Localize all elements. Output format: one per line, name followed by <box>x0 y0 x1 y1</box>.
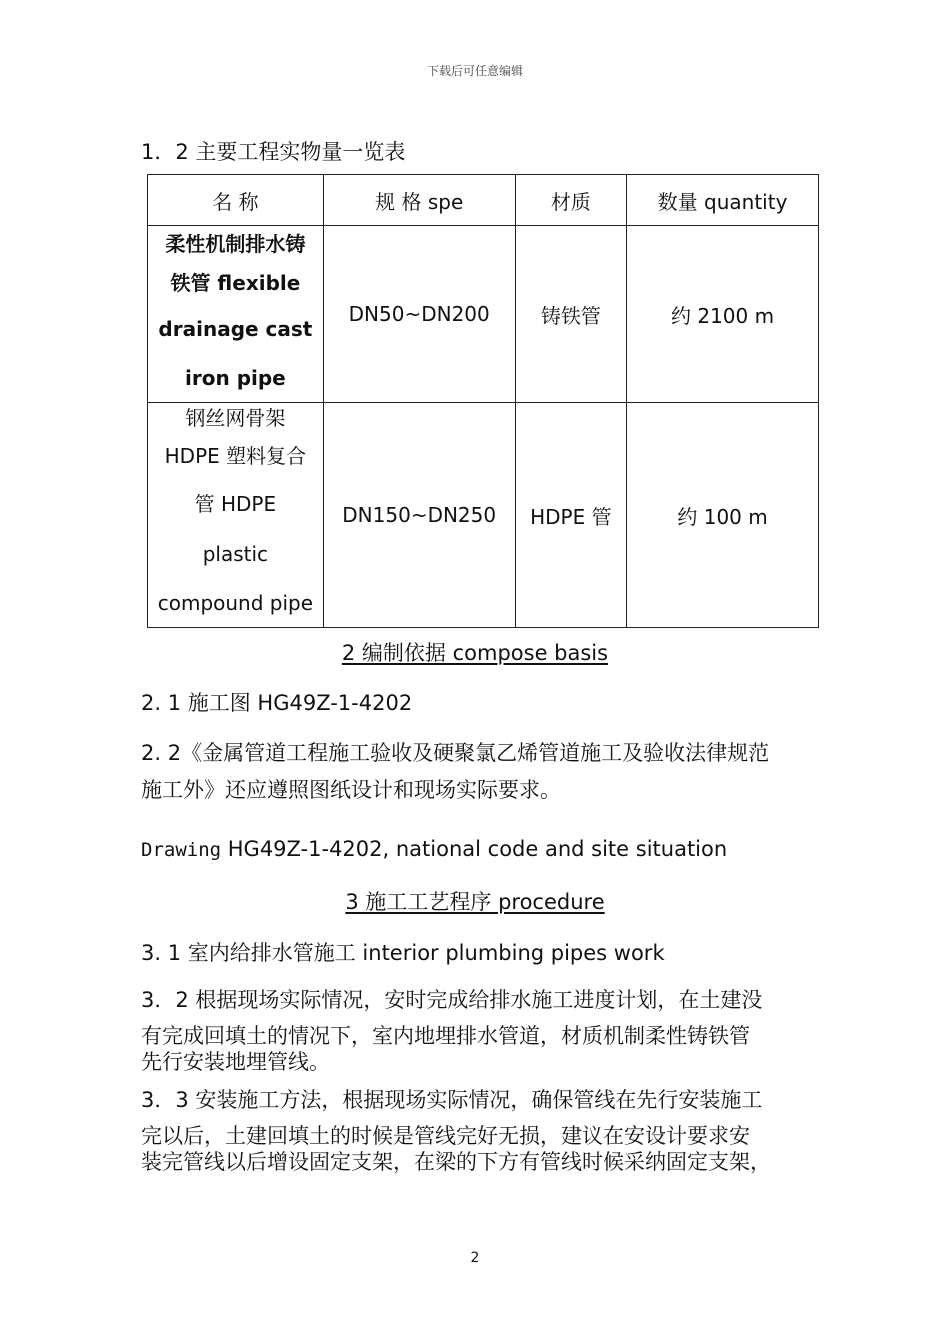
table-row <box>148 226 819 403</box>
paragraph-line: 3．3 安装施工方法，根据现场实际情况，确保管线在先行安装施工 <box>141 1088 763 1112</box>
cell-name <box>148 403 324 628</box>
paragraph-line: 3．2 根据现场实际情况，安时完成给排水施工进度计划，在土建没 <box>141 988 763 1012</box>
paragraph-line: 完以后，土建回填土的时候是管线完好无损，建议在安设计要求安 <box>141 1124 750 1148</box>
name-line: 柔性机制排水铸 <box>165 232 306 256</box>
cell-material: HDPE 管 <box>515 403 626 628</box>
section-3-heading <box>0 886 950 916</box>
cell-quantity: 约 2100 m <box>627 226 819 403</box>
paragraph-line: 先行安装地埋管线。 <box>141 1050 330 1074</box>
name-line: 钢丝网骨架 <box>185 406 286 430</box>
cell-spec: DN50~DN200 <box>323 226 515 403</box>
header-name: 名 称 <box>148 175 324 226</box>
table-header-row <box>148 175 819 226</box>
header-material: 材质 <box>515 175 626 226</box>
name-line: iron pipe <box>185 366 286 390</box>
name-line: 铁管 flexible <box>170 271 301 295</box>
cell-quantity: 约 100 m <box>627 403 819 628</box>
item-2-2-line-2: 施工外》还应遵照图纸设计和现场实际要求。 <box>141 778 561 802</box>
item-3-1: 3. 1 室内给排水管施工 interior plumbing pipes work <box>141 941 665 965</box>
header-note: 下载后可任意编辑 <box>426 64 523 78</box>
item-3-3 <box>141 1082 811 1180</box>
cell-spec: DN150~DN250 <box>323 403 515 628</box>
cell-material: 铸铁管 <box>515 226 626 403</box>
name-line: compound pipe <box>157 591 314 615</box>
section-2-heading-text: 2 编制依据 compose basis <box>341 641 609 665</box>
quantity-table <box>147 174 819 628</box>
cell-name <box>148 226 324 403</box>
drawing-prefix: Drawing <box>141 839 222 861</box>
item-2-1: 2. 1 施工图 HG49Z-1-4202 <box>141 691 413 715</box>
name-line: 管 HDPE <box>194 492 277 516</box>
table-row <box>148 403 819 628</box>
item-3-2 <box>141 982 811 1080</box>
name-line: HDPE 塑料复合 <box>164 444 307 468</box>
section-3-heading-text: 3 施工工艺程序 procedure <box>345 890 605 914</box>
section-2-heading <box>0 637 950 667</box>
header-spec: 规 格 spe <box>323 175 515 226</box>
drawing-rest: HG49Z-1-4202, national code and site situation <box>221 837 728 861</box>
paragraph-line: 有完成回填土的情况下，室内地埋排水管道，材质机制柔性铸铁管 <box>141 1024 750 1048</box>
paragraph-line: 装完管线以后增设固定支架，在梁的下方有管线时候采纳固定支架， <box>141 1150 771 1174</box>
section-1-2-title: 1．2 主要工程实物量一览表 <box>141 140 406 164</box>
name-line: drainage cast <box>158 317 313 341</box>
page-number: 2 <box>470 1250 480 1266</box>
header-quantity: 数量 quantity <box>627 175 819 226</box>
drawing-line <box>141 837 727 861</box>
item-2-2-line-1: 2. 2《金属管道工程施工验收及硬聚氯乙烯管道施工及验收法律规范 <box>141 741 770 765</box>
name-line: plastic <box>202 542 269 566</box>
